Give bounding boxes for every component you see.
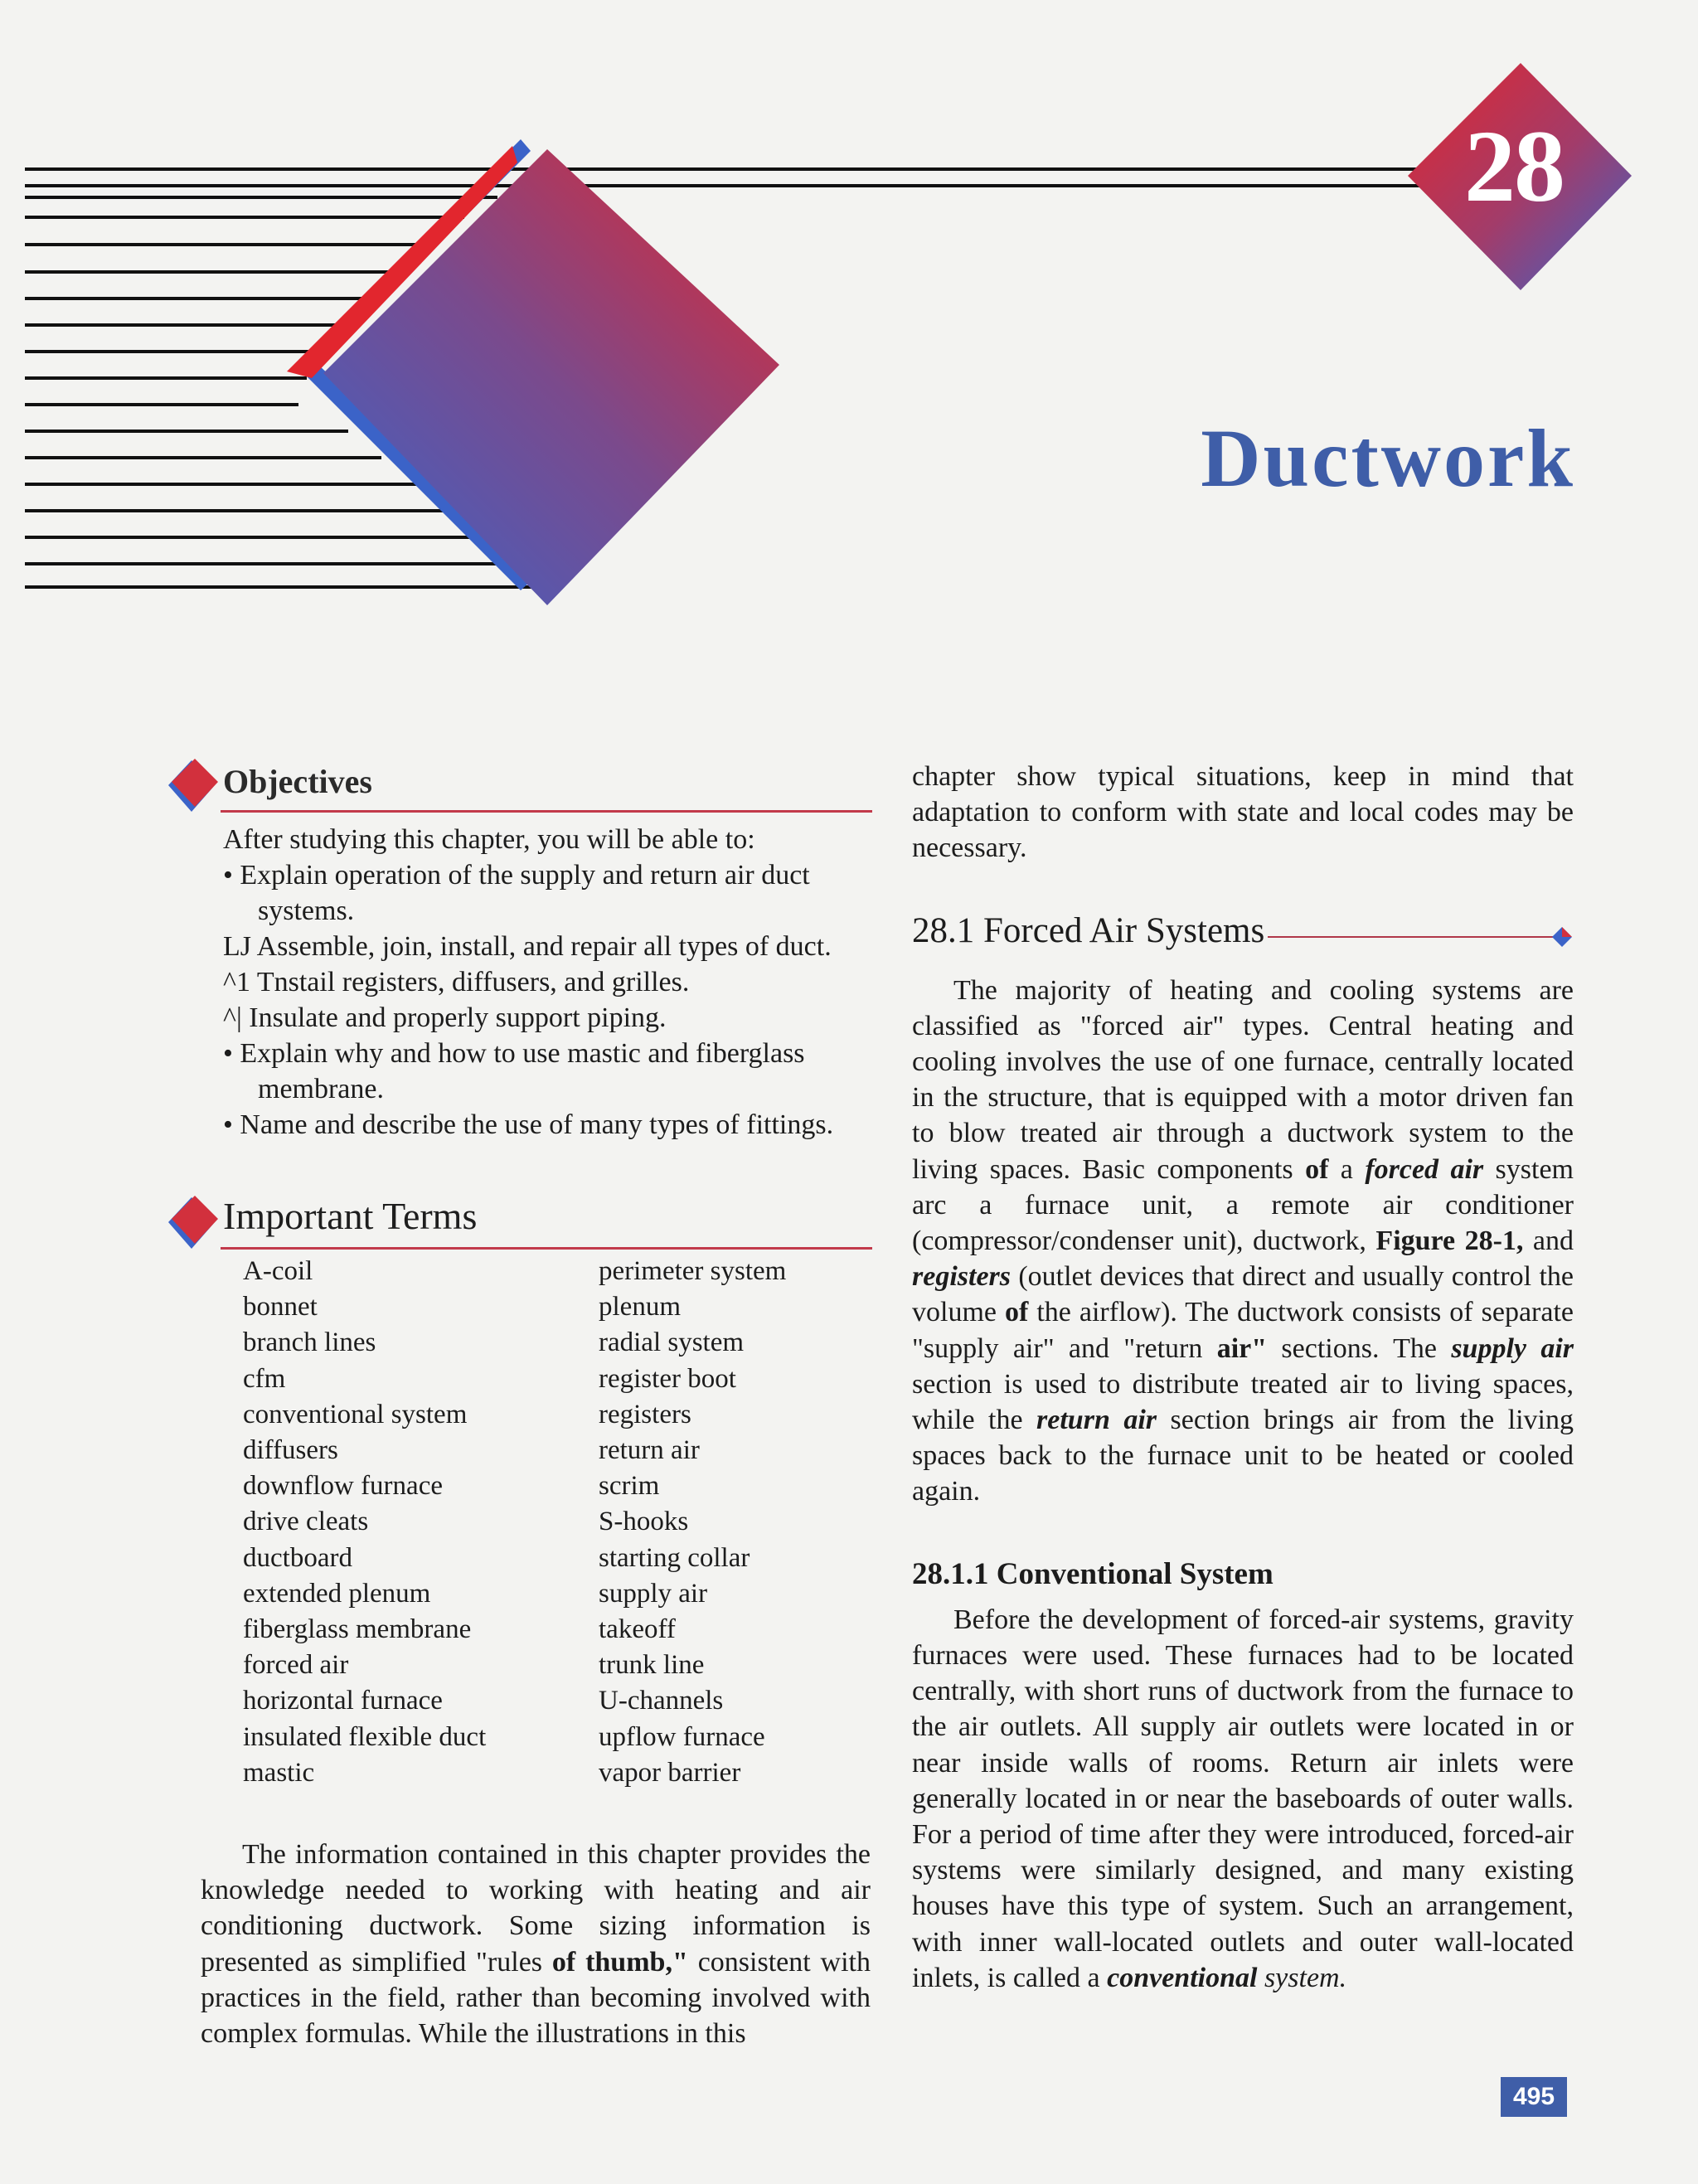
term: return air <box>599 1435 700 1466</box>
term: conventional system <box>243 1399 468 1429</box>
chapter-title: Ductwork <box>1201 412 1575 504</box>
page-number: 495 <box>1501 2077 1567 2117</box>
key-term: forced air <box>1365 1153 1484 1185</box>
section-heading-text: 28.1 Forced Air Systems <box>912 913 1268 949</box>
term: radial system <box>599 1327 745 1358</box>
important-terms-list <box>201 1254 871 1801</box>
term: mastic <box>243 1757 315 1788</box>
term: vapor barrier <box>599 1757 741 1788</box>
diamond-bullet-icon <box>163 757 223 817</box>
bold-text: of <box>1005 1297 1029 1328</box>
body-text: system arc a furnace unit, a remote air conditioner (compressor/condenser unit), ductwork, <box>912 1153 1574 1257</box>
term: insulated flexible duct <box>243 1721 487 1752</box>
body-text: and <box>1523 1225 1574 1257</box>
chapter-header-art <box>0 0 1698 680</box>
body-text: a <box>1328 1153 1366 1185</box>
conventional-system-paragraph <box>912 1602 1574 1996</box>
intro-bold-text: of thumb," <box>551 1946 688 1978</box>
chapter-number: 28 <box>1464 109 1564 223</box>
section-heading-28-1 <box>912 910 1574 956</box>
terms-column-left <box>243 1254 486 1791</box>
left-column <box>201 750 871 1801</box>
intro-text-end: consistent with practices in the field, rather than becoming involved with complex formulas. While the illustrations in this <box>201 1946 871 2050</box>
diamond-end-icon <box>1550 925 1574 949</box>
bold-text: of <box>1305 1153 1329 1185</box>
term: scrim <box>599 1471 660 1502</box>
objectives-title: Objectives <box>223 763 372 800</box>
intro-paragraph <box>201 1837 871 2051</box>
right-column <box>912 759 1574 1996</box>
term: cfm <box>243 1363 286 1394</box>
term: starting collar <box>599 1542 750 1573</box>
term: upflow furnace <box>599 1721 765 1752</box>
key-term: return air <box>1036 1405 1157 1436</box>
objectives-intro: After studying this chapter, you will be able to: <box>223 824 755 855</box>
important-terms-heading <box>201 1187 871 1254</box>
intro-text: The information contained in this chapter provides the knowledge needed to working with heating and air conditioning ductwork. Some sizing information is presented as simplified "rules <box>201 1839 871 1978</box>
term: horizontal furnace <box>243 1686 443 1716</box>
term: takeoff <box>599 1614 676 1645</box>
term: ductboard <box>243 1542 352 1573</box>
key-term: conventional <box>1107 1962 1258 1993</box>
body-text: the airflow). The ductwork consists of separate "supply air" and "return <box>912 1297 1574 1364</box>
objective-item: • Explain operation of the supply and return air duct <box>223 860 810 891</box>
important-terms-title: Important Terms <box>223 1195 478 1237</box>
body-text: section brings air from the living spaces back to the furnace unit to be heated or cooled again. <box>912 1405 1574 1507</box>
body-text: Before the development of forced-air systems, gravity furnaces were used. These furnaces had to be located centrally, with short runs of ductwork from the furnace to the air outlets. All supply air outlets were located in or near inside walls of rooms. Return air inlets were generally located in or near the baseboards of outer walls. For a period of time after they were introduced, forced-air systems were similarly designed, and many existing houses have this type of system. Such an arrangement, with inner wall-located outlets and outer wall-located inlets, is called a <box>912 1604 1574 1993</box>
figure-reference: Figure 28-1, <box>1375 1225 1524 1257</box>
objective-item: ^| Insulate and properly support piping. <box>223 1002 667 1033</box>
term: S-hooks <box>599 1507 689 1537</box>
objectives-heading <box>201 750 871 817</box>
objective-item: • Name and describe the use of many types of fittings. <box>223 1109 834 1140</box>
term: trunk line <box>599 1650 705 1681</box>
forced-air-paragraph <box>912 973 1574 1510</box>
term: bonnet <box>243 1292 318 1323</box>
term: extended plenum <box>243 1578 431 1609</box>
term: supply air <box>599 1578 708 1609</box>
terms-column-right <box>599 1254 786 1791</box>
objectives-rule <box>221 810 872 813</box>
objective-item-continued: membrane. <box>258 1074 384 1104</box>
term: forced air <box>243 1650 349 1681</box>
term: drive cleats <box>243 1507 369 1537</box>
key-term: registers <box>912 1261 1011 1293</box>
objective-item-continued: systems. <box>258 895 355 926</box>
body-text: sections. The <box>1267 1332 1452 1364</box>
key-term: supply air <box>1451 1332 1574 1364</box>
term: register boot <box>599 1363 736 1394</box>
term: downflow furnace <box>243 1471 443 1502</box>
term: A-coil <box>243 1256 313 1286</box>
body-text-italic: system. <box>1264 1962 1347 1993</box>
diamond-bullet-icon <box>163 1194 223 1254</box>
intro-paragraph-block <box>201 1837 871 2051</box>
body-text: section is used to distribute treated air to living spaces, while the <box>912 1368 1574 1436</box>
term: fiberglass membrane <box>243 1614 472 1645</box>
objective-item: • Explain why and how to use mastic and fiberglass <box>223 1038 805 1069</box>
important-terms-rule <box>221 1247 872 1250</box>
objective-item: ^1 Tnstail registers, diffusers, and grilles. <box>223 967 690 997</box>
term: perimeter system <box>599 1256 787 1286</box>
term: registers <box>599 1399 691 1429</box>
body-text: (outlet devices that direct and usually control the volume <box>912 1261 1574 1328</box>
body-text: The majority of heating and cooling systems are classified as "forced air" types. Central heating and cooling involves the use of one furnace, centrally located in the structure, that is equipped with a motor driven fan to blow treated air through a ductwork system to the living spaces. Basic components <box>912 974 1574 1185</box>
term: U-channels <box>599 1686 724 1716</box>
objective-item: LJ Assemble, join, install, and repair all types of duct. <box>223 931 832 962</box>
bold-text: air" <box>1216 1332 1268 1364</box>
objectives-list <box>201 822 871 1143</box>
term: plenum <box>599 1292 681 1323</box>
continued-paragraph: chapter show typical situations, keep in mind that adaptation to conform with state and local codes may be necessary. <box>912 761 1574 864</box>
term: branch lines <box>243 1327 376 1358</box>
subsection-heading-28-1-1: 28.1.1 Conventional System <box>912 1556 1274 1591</box>
term: diffusers <box>243 1435 338 1466</box>
